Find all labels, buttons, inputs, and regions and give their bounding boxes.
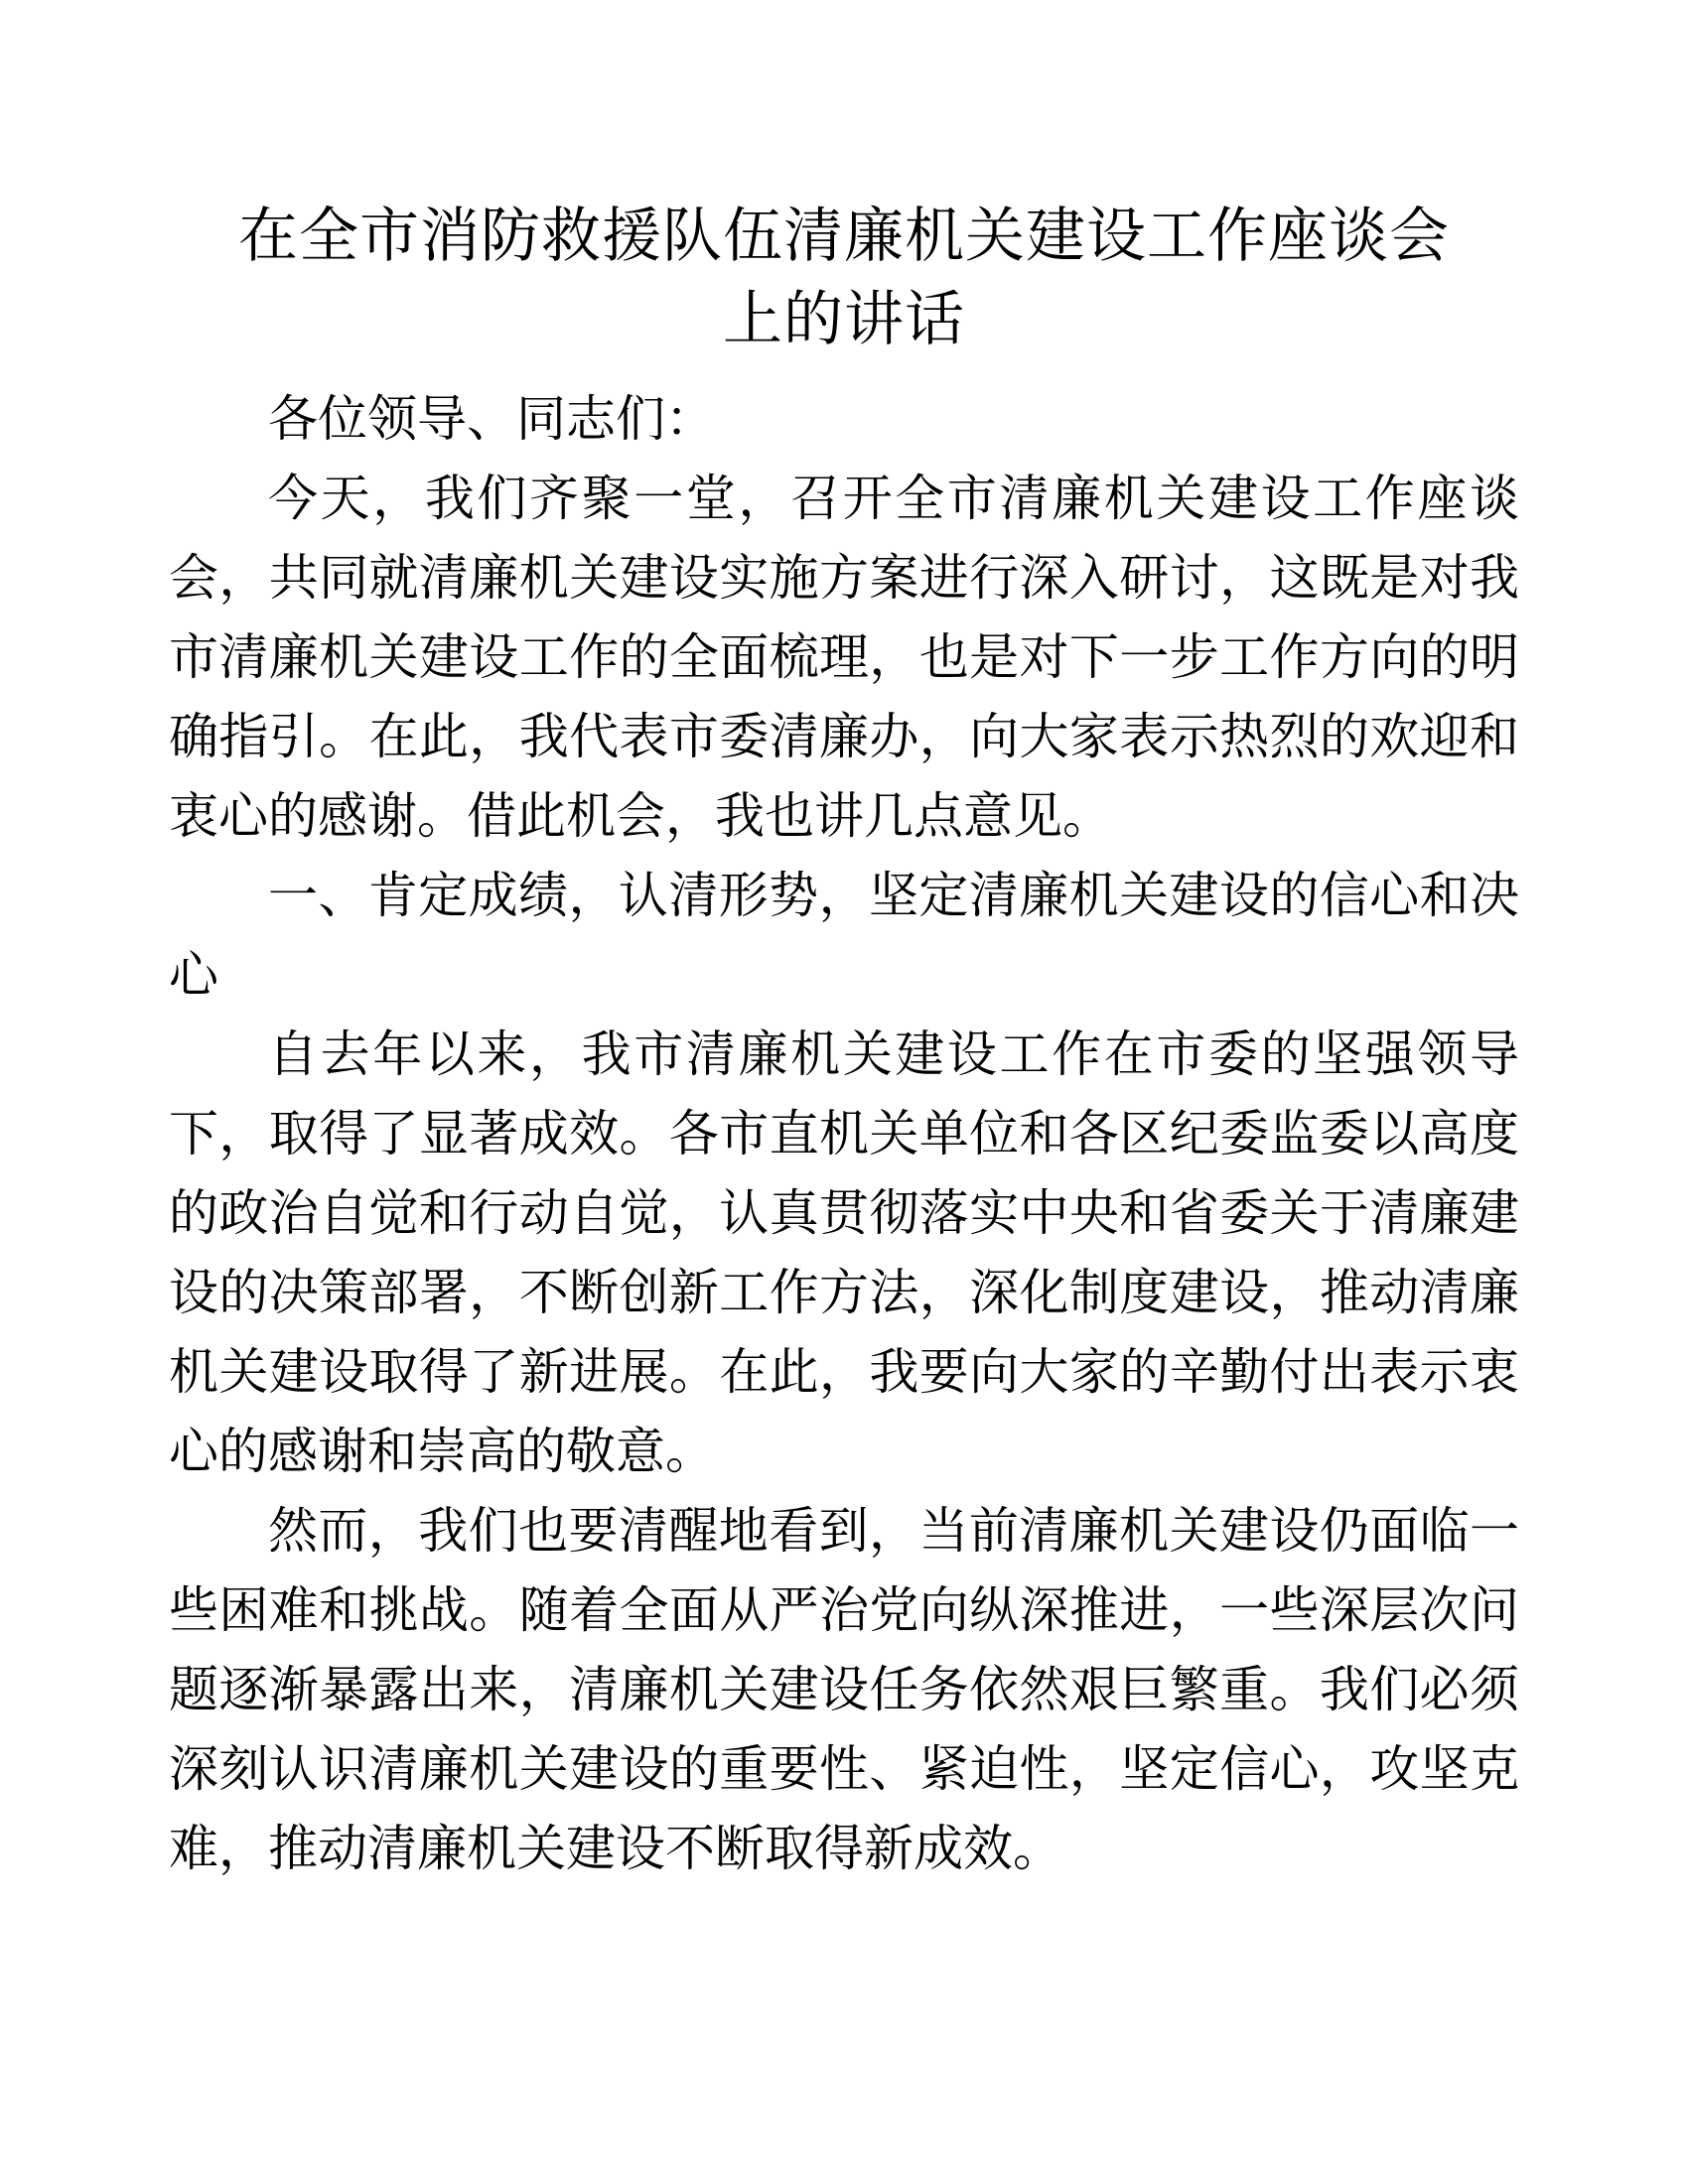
section-1-paragraph-1: 自去年以来，我市清廉机关建设工作在市委的坚强领导下，取得了显著成效。各市直机关单位和各区纪委监委以高度的政治自觉和行动自觉，认真贯彻落实中央和省委关于清廉建设的决策部署，不断创新工作方法，深化制度建设，推动清廉机关建设取得了新进展。在此，我要向大家的辛勤付出表示衷心的感谢和崇高的敬意。 — [169, 1025, 1519, 1480]
paragraph-intro: 今天，我们齐聚一堂，召开全市清廉机关建设工作座谈会，共同就清廉机关建设实施方案进行深入研讨，这既是对我市清廉机关建设工作的全面梳理，也是对下一步工作方向的明确指引。在此，我代表市委清廉办，向大家表示热烈的欢迎和衷心的感谢。借此机会，我也讲几点意见。 — [169, 470, 1519, 845]
section-1-heading: 一、肯定成绩，认清形势，坚定清廉机关建设的信心和决心 — [169, 867, 1519, 1004]
title-line-2: 上的讲话 — [723, 285, 965, 354]
section-1-paragraph-2: 然而，我们也要清醒地看到，当前清廉机关建设仍面临一些困难和挑战。随着全面从严治党向纵深推进，一些深层次问题逐渐暴露出来，清廉机关建设任务依然艰巨繁重。我们必须深刻认识清廉机关建设的重要性、紧迫性，坚定信心，攻坚克难，推动清廉机关建设不断取得新成效。 — [169, 1502, 1519, 1877]
document-title — [169, 195, 1519, 361]
salutation: 各位领导、同志们： — [268, 390, 715, 448]
title-line-1: 在全市消防救援队伍清廉机关建设工作座谈会 — [238, 202, 1450, 271]
